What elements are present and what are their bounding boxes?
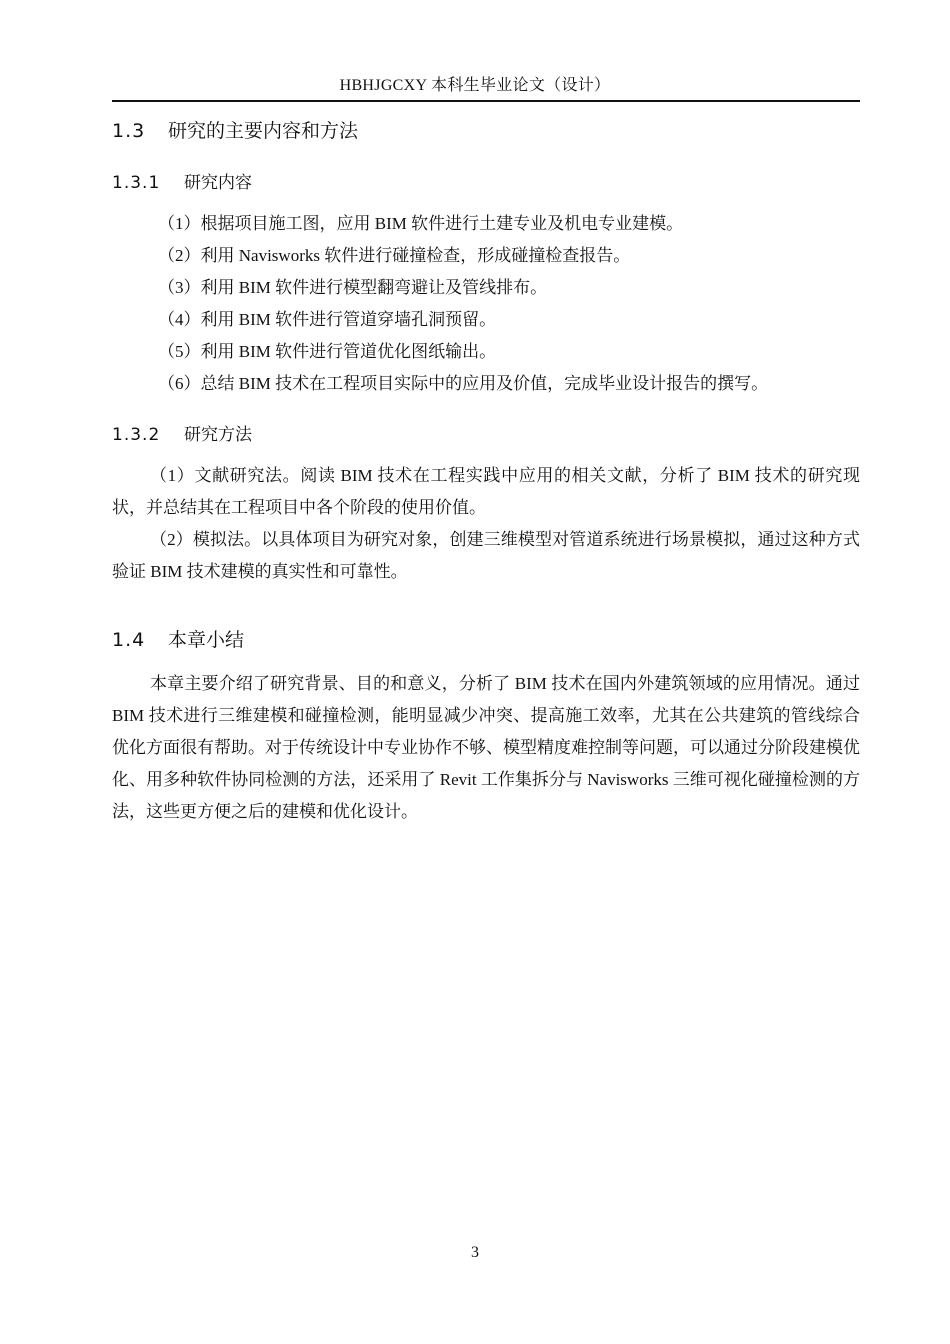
page-number: 3 [471,1244,479,1261]
content-item-1: （1）根据项目施工图，应用 BIM 软件进行土建专业及机电专业建模。 [158,214,684,233]
summary-paragraph: 本章主要介绍了研究背景、目的和意义，分析了 BIM 技术在国内外建筑领域的应用情况。通过 BIM 技术进行三维建模和碰撞检测，能明显减少冲突、提高施工效率，尤其在公共建筑的管线综合优化方面很有帮助。对于传统设计中专业协作不够、模型精度难控制等问题，可以通过分阶段建模优化、用多种软件协同检测的方法，还采用了 Revit 工作集拆分与 Navisworks 三维可视化碰撞检测的方法，这些更方便之后的建模和优化设计。 [112,674,860,821]
method-paragraph-2: （2）模拟法。以具体项目为研究对象，创建三维模型对管道系统进行场景模拟，通过这种方式验证 BIM 技术建模的真实性和可靠性。 [112,530,860,581]
section-title: 研究内容 [184,173,252,193]
section-1-3-heading [112,119,358,143]
content-item-4: （4）利用 BIM 软件进行管道穿墙孔洞预留。 [158,310,497,329]
section-number: 1.3.1 [112,173,161,193]
section-1-3-1-heading [112,172,252,194]
method-paragraph-1: （1）文献研究法。阅读 BIM 技术在工程实践中应用的相关文献，分析了 BIM 技术的研究现状，并总结其在工程项目中各个阶段的使用价值。 [112,466,860,517]
section-number: 1.3.2 [112,425,161,445]
content-item-3: （3）利用 BIM 软件进行模型翻弯避让及管线排布。 [158,278,548,297]
section-number: 1.4 [112,629,146,651]
content-item-5: （5）利用 BIM 软件进行管道优化图纸输出。 [158,342,497,361]
section-title: 本章小结 [168,629,245,651]
section-title: 研究的主要内容和方法 [168,120,359,142]
section-1-4-heading [112,628,244,652]
section-number: 1.3 [112,120,146,142]
running-header: HBHJGCXY 本科生毕业论文（设计） [339,77,611,94]
content-item-6: （6）总结 BIM 技术在工程项目实际中的应用及价值，完成毕业设计报告的撰写。 [158,374,769,393]
section-1-3-2-heading [112,424,252,446]
section-title: 研究方法 [184,425,252,445]
content-item-2: （2）利用 Navisworks 软件进行碰撞检查，形成碰撞检查报告。 [158,246,631,265]
header-rule [112,100,860,102]
